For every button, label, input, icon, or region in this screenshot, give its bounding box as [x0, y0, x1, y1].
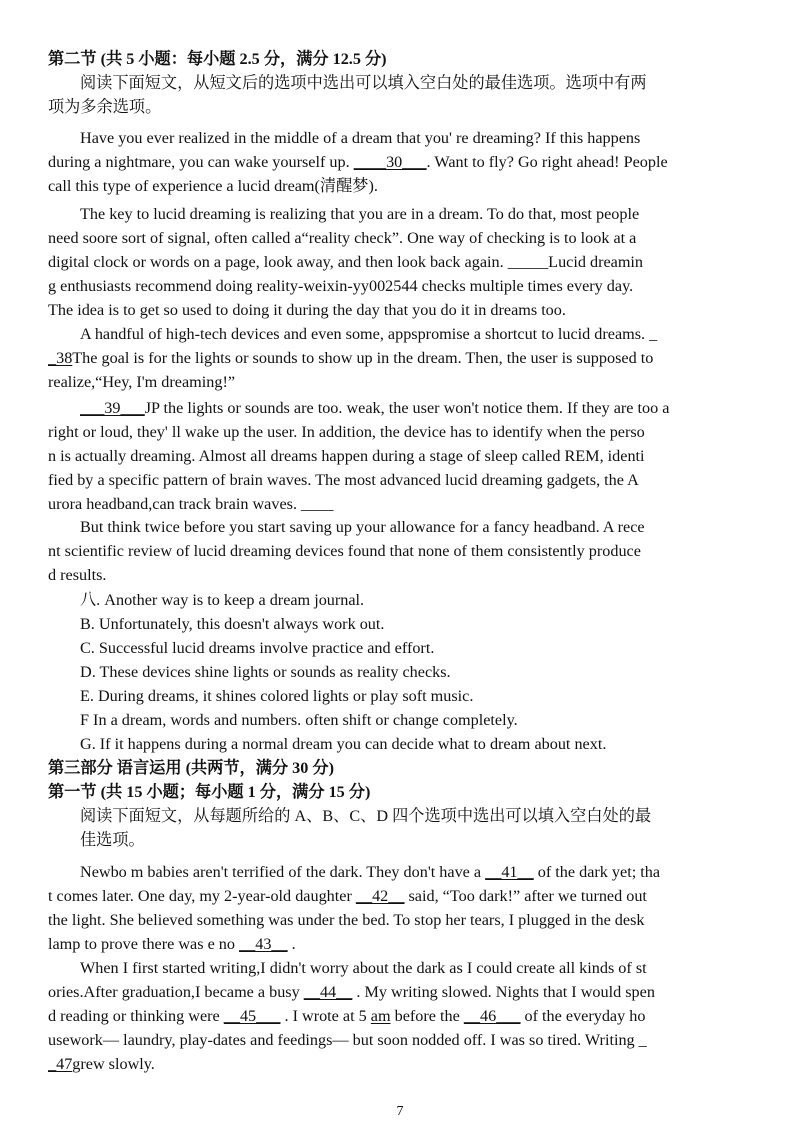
part3-heading: 第三部分 语言运用 (共两节，满分 30 分) — [48, 759, 334, 777]
passage-line: d results. — [48, 566, 107, 584]
passage-line: urora headband,can track brain waves. ____ — [48, 495, 334, 513]
passage-line: The idea is to get so used to doing it during the day that you do it in dreams too. — [48, 301, 566, 319]
blank-43[interactable]: __43__ — [239, 935, 288, 953]
passage-line: call this type of experience a lucid dream(清醒梦). — [48, 177, 378, 195]
blank-41[interactable]: __41__ — [485, 863, 534, 881]
text-run: of the everyday ho — [520, 1007, 646, 1025]
text-run: d reading or thinking were — [48, 1007, 224, 1025]
blank-47[interactable]: _47 — [48, 1055, 73, 1073]
page-number: 7 — [396, 1104, 404, 1119]
passage-line: A handful of high-tech devices and even some, appspromise a shortcut to lucid dreams. _ — [80, 325, 658, 343]
section2-heading: 第二节 (共 5 小题：每小题 2.5 分，满分 12.5 分) — [48, 50, 387, 68]
text-run: t comes later. One day, my 2-year-old daughter — [48, 887, 356, 905]
passage-line: fied by a specific pattern of brain waves. The most advanced lucid dreaming gadgets, the A — [48, 471, 639, 489]
passage-line — [48, 1004, 760, 1028]
option-c: C. Successful lucid dreams involve practice and effort. — [80, 639, 435, 657]
text-run: during a nightmare, you can wake yourself up. — [48, 153, 354, 171]
section2-instruction: 阅读下面短文，从短文后的选项中选出可以填入空白处的最佳选项。选项中有两 — [80, 74, 647, 92]
passage-line: right or loud, they' ll wake up the user. In addition, the device has to identify when the perso — [48, 423, 645, 441]
passage-line: Have you ever realized in the middle of a dream that you' re dreaming? If this happens — [80, 129, 641, 147]
part3-section1-heading: 第一节 (共 15 小题；每小题 1 分，满分 15 分) — [48, 783, 371, 801]
option-a: 八. Another way is to keep a dream journal. — [80, 591, 365, 609]
blank-45[interactable]: __45___ — [223, 1007, 281, 1025]
text-run: . — [287, 935, 296, 953]
part3-instruction: 阅读下面短文，从每题所给的 A、B、C、D 四个选项中选出可以填入空白处的最 — [80, 807, 652, 825]
passage-line: The key to lucid dreaming is realizing that you are in a dream. To do that, most people — [80, 205, 640, 223]
option-g: G. If it happens during a normal dream you can decide what to dream about next. — [80, 735, 607, 753]
text-run: said, “Too dark!” after we turned out — [404, 887, 647, 905]
passage-line: the light. She believed something was under the bed. To stop her tears, I plugged in the desk — [48, 911, 645, 929]
passage-line: n is actually dreaming. Almost all dreams happen during a stage of sleep called REM, identi — [48, 447, 645, 465]
passage-line — [80, 860, 760, 884]
passage-line — [48, 932, 760, 956]
passage-line — [48, 884, 760, 908]
section2-instruction-cont: 项为多余选项。 — [48, 98, 162, 116]
passage-line — [80, 396, 760, 420]
blank-46[interactable]: __46___ — [463, 1007, 521, 1025]
text-run: . Want to fly? Go right ahead! People — [426, 153, 668, 171]
passage-line: realize,“Hey, I'm dreaming!” — [48, 373, 236, 391]
passage-line: But think twice before you start saving up your allowance for a fancy headband. A rece — [80, 518, 645, 536]
text-run: . My writing slowed. Nights that I would spen — [352, 983, 655, 1001]
blank-38[interactable]: _38 — [48, 349, 73, 367]
text-run: lamp to prove there was e no — [48, 935, 240, 953]
passage-line: digital clock or words on a page, look away, and then look back again. _____Lucid dreamin — [48, 253, 644, 271]
blank-42[interactable]: __42__ — [355, 887, 405, 905]
passage-line: g enthusiasts recommend doing reality-weixin-yy002544 checks multiple times every day. — [48, 277, 634, 295]
text-run: JP the lights or sounds are too. weak, the user won't notice them. If they are too a — [144, 399, 670, 417]
text-run: of the dark yet; tha — [533, 863, 661, 881]
text-run: The goal is for the lights or sounds to show up in the dream. Then, the user is supposed to — [72, 349, 654, 367]
blank-39[interactable]: ___39___ — [80, 399, 145, 417]
text-run: ories.After graduation,I became a busy — [48, 983, 304, 1001]
option-b: B. Unfortunately, this doesn't always work out. — [80, 615, 385, 633]
passage-line — [48, 1052, 760, 1076]
passage-line: nt scientific review of lucid dreaming devices found that none of them consistently produce — [48, 542, 641, 560]
passage-line — [48, 150, 760, 174]
text-run: before the — [390, 1007, 464, 1025]
blank-44[interactable]: __44__ — [303, 983, 353, 1001]
passage-line — [48, 980, 760, 1004]
option-f: F In a dream, words and numbers. often shift or change completely. — [80, 711, 518, 729]
option-d: D. These devices shine lights or sounds as reality checks. — [80, 663, 451, 681]
text-run: Newbo m babies aren't terrified of the dark. They don't have a — [80, 863, 486, 881]
passage-line: When I first started writing,I didn't worry about the dark as I could create all kinds of st — [80, 959, 647, 977]
passage-line: need soore sort of signal, often called a“reality check”. One way of checking is to look at a — [48, 229, 637, 247]
blank-30[interactable]: ____30___ — [353, 153, 427, 171]
option-e: E. During dreams, it shines colored lights or play soft music. — [80, 687, 474, 705]
am-underlined: am — [370, 1007, 391, 1025]
passage-line — [48, 346, 760, 370]
part3-instruction-cont: 佳选项。 — [80, 831, 145, 849]
text-run: . I wrote at 5 — [280, 1007, 371, 1025]
passage-line: usework— laundry, play-dates and feedings— but soon nodded off. I was so tired. Writing _ — [48, 1031, 647, 1049]
text-run: grew slowly. — [72, 1055, 155, 1073]
